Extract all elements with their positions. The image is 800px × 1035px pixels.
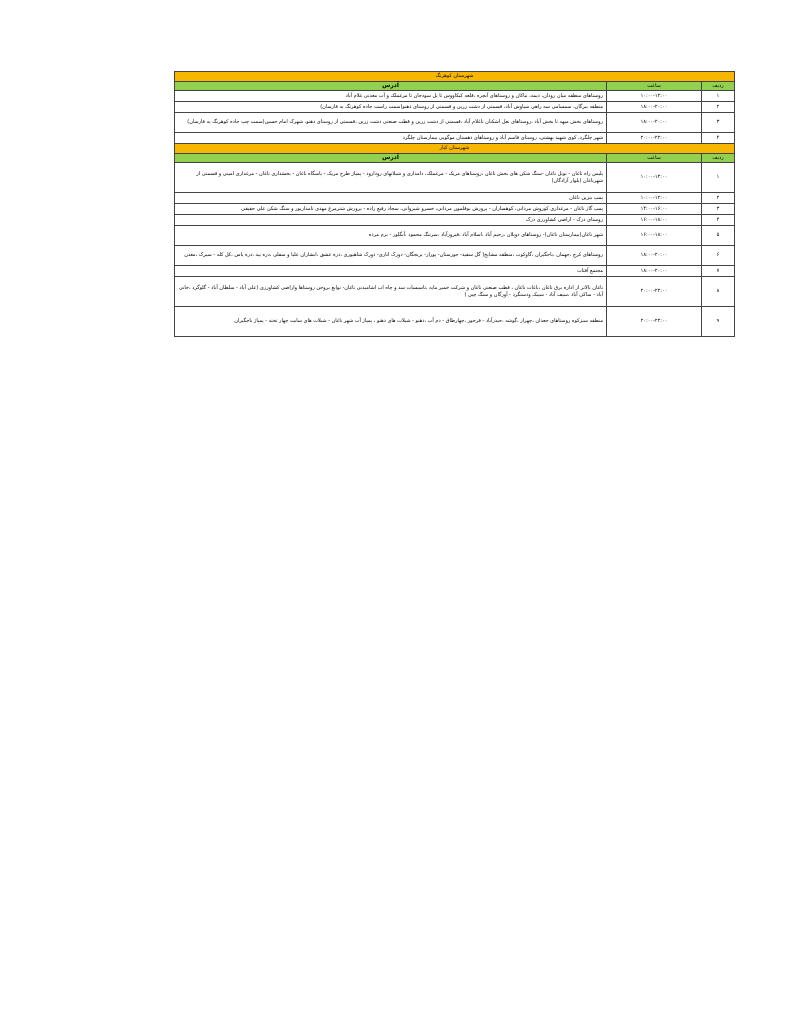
index-header: ردیف: [702, 154, 735, 163]
table-row: [175, 307, 735, 337]
index-header: ردیف: [702, 82, 735, 91]
row-index: ۵: [702, 226, 735, 246]
row-time: ۱۸:۰۰-۲۰:۰۰: [607, 266, 702, 277]
row-index: ۸: [702, 277, 735, 307]
row-address: پمپ گاز ناغان - مرغداری کوروش مردانی، کوهساران - پرورش بوقلمون مردانی، خسرو شیروانی، سجاد رفیع زاده - پرورش شترمرغ مهدی نامداریور و سنگ شکن علی حقیقی: [175, 204, 607, 215]
row-time: ۱۸:۰۰-۲۰:۰۰: [607, 102, 702, 113]
row-address: منطقه سبزکوه روستاهای جعدان ،چهراز ،گوشه ،حیدرآباد - فرحور ،چهارطاق - دم آب ،دهنو - شیلات های دهنو ، پمپاژ آب شهر ناغان - شیلات های سایت چهار تخته - پمپاژ باجگیران: [175, 307, 607, 337]
row-index: ۳: [702, 113, 735, 133]
row-address: شهر ناغان(بیمارستان ناغان)- روستاهای دوپلان ،رحیم آباد ،اسلام آباد ،فیروزآباد ،سرتنگ محمود ،آبگلور - برم مرده: [175, 226, 607, 246]
header-row: [175, 154, 735, 163]
table-row: [175, 204, 735, 215]
row-time: ۱۰:۰۰-۱۲:۰۰: [607, 163, 702, 193]
row-index: ۱: [702, 163, 735, 193]
outage-schedule-table: [174, 71, 735, 337]
header-row: [175, 82, 735, 91]
table-row: [175, 246, 735, 266]
table-row: [175, 193, 735, 204]
time-header: ساعت: [607, 82, 702, 91]
row-address: روستاهای بخش میهه تا بخش آباد ،روستاهای نعل اشکنان تاغلام آباد ،قسمتی از دشت زرین و قطب صنعتی دشت زرین ،قسمتی از روستای دهنو، شهرک امام حسین(سمت چپ جاده کوهرنگ به فارسان): [175, 113, 607, 133]
row-time: ۱۰:۰۰-۱۲:۰۰: [607, 91, 702, 102]
row-time: ۲۰:۰۰-۲۲:۰۰: [607, 307, 702, 337]
row-time: ۱۴:۰۰-۱۶:۰۰: [607, 204, 702, 215]
time-header: ساعت: [607, 154, 702, 163]
section-title-row: [175, 72, 735, 82]
row-time: ۱۸:۰۰-۲۰:۰۰: [607, 113, 702, 133]
table-row: [175, 266, 735, 277]
row-address: پمپ بنزین ناغان: [175, 193, 607, 204]
row-index: ۶: [702, 246, 735, 266]
row-time: ۱۶:۰۰-۱۸:۰۰: [607, 226, 702, 246]
table-row: [175, 133, 735, 144]
table-row: [175, 163, 735, 193]
row-address: روستای دزک - اراضی کشاورزی دزک: [175, 215, 607, 226]
row-index: ۹: [702, 307, 735, 337]
row-index: ۱: [702, 91, 735, 102]
table-row: [175, 226, 735, 246]
row-address: روستاهای کرچ ،جهمان ،باجگیران ،گاوکوب ،منطقه مشایخ( گل سفید- جوزستان- پوراز- برنجگان- دورک اناری- دورک شاهپوری ،دره عشق ،ابشاران علیا و سفلی ،دره بید ،دره یاس ،کل کله - سیرک ،معدن: [175, 246, 607, 266]
row-address: ناغان بالاتر از اداره برق ناغان ،باغات ناغان ، قطب صنعتی ناغان و شرکت خمیر مایه ،تاسیسات سد و چاه اب اشامیدنی ناغان- توابع بروجن روستاها واراضی کشاورزی (علی آباد - سلطان آباد - گلوگرد ،خانی آباد - ساکی آباد ،سیف آباد - سیبک ودستگرد - آورگان و سنگ چین ): [175, 277, 607, 307]
address-header: آدرس: [175, 82, 607, 91]
section-title: شهرستان کوهرنگ: [175, 72, 735, 82]
row-time: ۱۸:۰۰-۲۰:۰۰: [607, 246, 702, 266]
table-row: [175, 113, 735, 133]
row-address: پلیس راه ناغان - تونل ناغان -سنگ شکن های بخش ناغان ،روستاهای مریک - مرغملک، دامداری و شیلاتهای رودارود - پمپاژ طرح مریک - پاسگاه ناغان - بخشداری ناغان - مرغداری امینی و قسمتی از شهرناغان (بلوار آزادگان): [175, 163, 607, 193]
row-index: ۷: [702, 266, 735, 277]
row-time: ۲۰:۰۰-۲۲:۰۰: [607, 133, 702, 144]
address-header: آدرس: [175, 154, 607, 163]
row-index: ۲: [702, 193, 735, 204]
table-row: [175, 215, 735, 226]
row-index: ۴: [702, 215, 735, 226]
row-index: ۲: [702, 102, 735, 113]
row-address: مجتمع آفتاب: [175, 266, 607, 277]
row-time: ۱۶:۰۰-۱۸:۰۰: [607, 215, 702, 226]
row-address: منطقه بیرگان، سمسامی سه راهی سیاوش آباد، قسمتی از دشت زرین و قسمتی از روستای دهنو(سمت راست جاده کوهرنگ به فارسان): [175, 102, 607, 113]
row-time: ۱۰:۰۰-۱۲:۰۰: [607, 193, 702, 204]
section-title: شهرستان کیار: [175, 144, 735, 154]
table-row: [175, 102, 735, 113]
row-index: ۴: [702, 133, 735, 144]
row-time: ۲۰:۰۰-۲۲:۰۰: [607, 277, 702, 307]
row-index: ۳: [702, 204, 735, 215]
row-address: شهر چلگرد، کوی شهید بهشتی، روستای قاسم آباد و روستاهای دهستان موگویی بیمارستان چلگرد: [175, 133, 607, 144]
table-row: [175, 277, 735, 307]
table-row: [175, 91, 735, 102]
row-address: روستاهای منطقه میان روذان، دیمه، نیاکان و روستاهای آبچره ،قلعه کیکاووس تا پل سودجان تا مزغملک و آب معدنی غلام آباد: [175, 91, 607, 102]
section-title-row: [175, 144, 735, 154]
